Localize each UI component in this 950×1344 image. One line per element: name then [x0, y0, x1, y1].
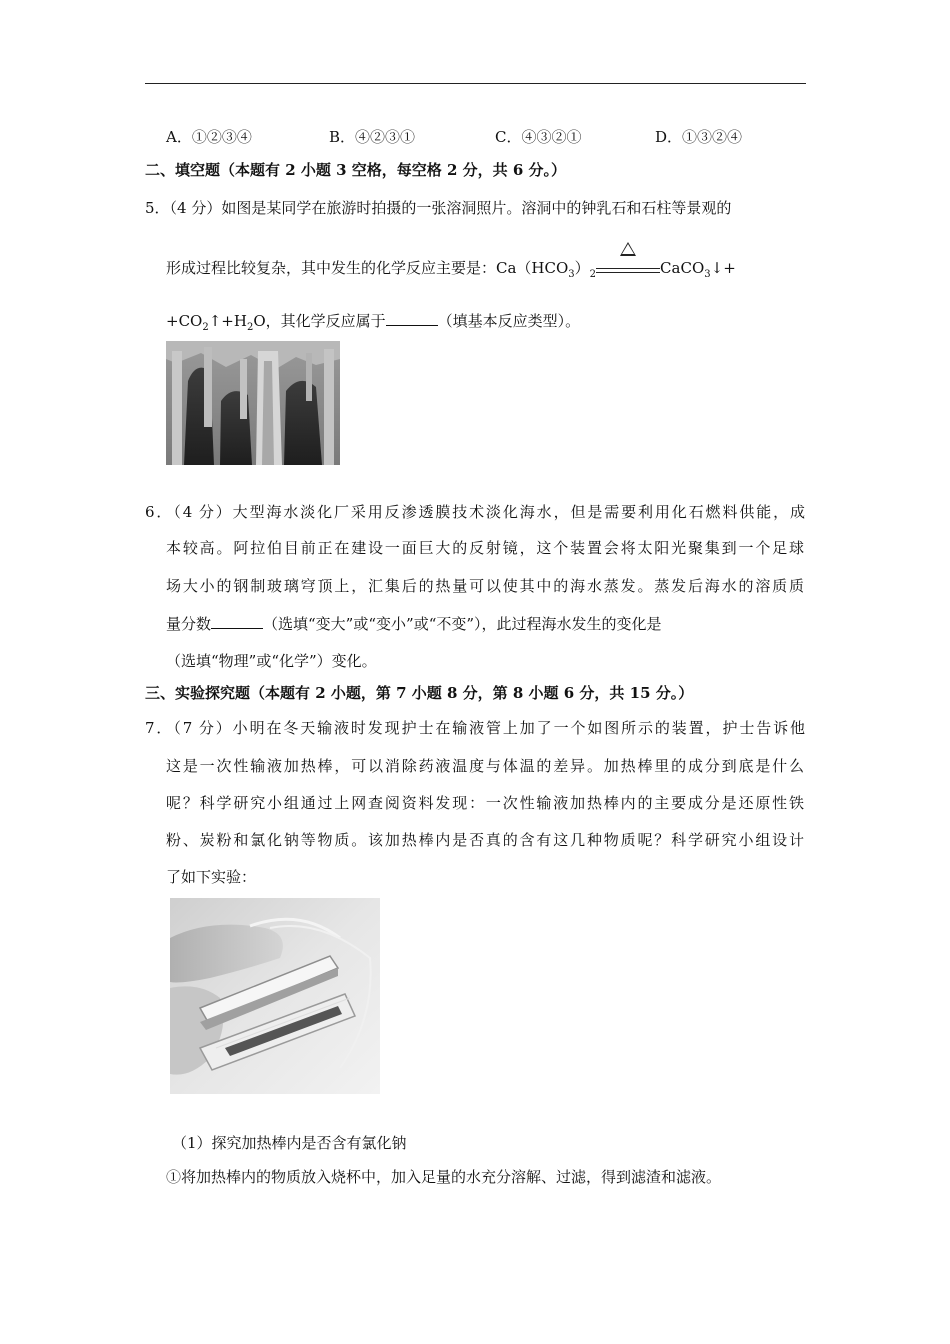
q7-line-1: 7．（7 分）小明在冬天输液时发现护士在输液管上加了一个如图所示的装置，护士告诉他: [145, 719, 805, 737]
q5-question-text: O，其化学反应属于: [253, 312, 386, 330]
cave-photo: [166, 341, 340, 465]
q5-co2-text: +CO: [166, 312, 203, 330]
option-b: B．④②③①: [329, 128, 416, 146]
q5-answer-blank: [386, 310, 438, 326]
q7-line-5: 了如下实验：: [166, 868, 257, 886]
q5-equation-tail: ↓+: [710, 259, 736, 277]
q5-question-end: （填基本反应类型）。: [437, 312, 581, 330]
section-2-heading: 二、填空题（本题有 2 小题 3 空格，每空格 2 分，共 6 分。）: [145, 161, 567, 179]
q6-line-4: [166, 613, 662, 634]
q6-line-3: 场大小的钢制玻璃穹顶上，汇集后的热量可以使其中的海水蒸发。蒸发后海水的溶质质: [166, 577, 804, 595]
q6-line-4-prefix: 量分数: [166, 615, 212, 633]
option-d: D．①③②④: [655, 128, 743, 146]
q6-line-5: （选填“物理”或“化学”）变化。: [166, 652, 377, 670]
option-a: A．①②③④: [166, 128, 252, 146]
q5-close-paren: ）: [574, 259, 590, 277]
heat-triangle-icon: [620, 242, 636, 256]
q6-line-4-suffix: （选填“变大”或“变小”或“不变”），此过程海水发生的变化是: [263, 615, 662, 633]
heating-rod-photo: [170, 898, 380, 1094]
q5-line-1: 5．（4 分）如图是某同学在旅游时拍摄的一张溶洞照片。溶洞中的钟乳石和石柱等景观的: [145, 199, 732, 217]
q5-h2o-subscript: 2: [246, 322, 254, 333]
q7-line-2: 这是一次性输液加热棒，可以消除药液温度与体温的差异。加热棒里的成分到底是什么: [166, 757, 804, 775]
q5-line-3: [166, 310, 580, 338]
option-c: C．④③②①: [495, 128, 582, 146]
q6-answer-blank: [211, 613, 263, 629]
q7-line-4: 粉、炭粉和氯化钠等物质。该加热棒内是否真的含有这几种物质呢？科学研究小组设计: [166, 831, 804, 849]
q5-co2-subscript: 2: [202, 322, 209, 333]
heat-equals-sign: [596, 259, 660, 279]
page-top-rule: [145, 83, 806, 84]
q6-line-2: 本较高。阿拉伯目前正在建设一面巨大的反射镜，这个装置会将太阳光聚集到一个足球: [166, 539, 804, 557]
q5-hco3-subscript: 3: [568, 269, 575, 280]
q5-caco3-subscript: 3: [704, 269, 711, 280]
q5-equation-line: [166, 258, 736, 285]
q5-equation-reactant: 形成过程比较复杂，其中发生的化学反应主要是：Ca（HCO: [166, 259, 569, 277]
q5-h2o-text: ↑+H: [208, 312, 247, 330]
section-3-heading: 三、实验探究题（本题有 2 小题，第 7 小题 8 分，第 8 小题 6 分，共 15 分。）: [145, 684, 694, 702]
q7-subquestion-1: （1）探究加热棒内是否含有氯化钠: [172, 1134, 407, 1152]
q5-equation-product: CaCO: [660, 259, 705, 277]
q5-reactant-subscript: 2: [589, 269, 597, 280]
q6-line-1: 6．（4 分）大型海水淡化厂采用反渗透膜技术淡化海水，但是需要利用化石燃料供能，成: [145, 503, 805, 521]
q7-line-3: 呢？科学研究小组通过上网查阅资料发现：一次性输液加热棒内的主要成分是还原性铁: [166, 794, 804, 812]
q7-step-1: ①将加热棒内的物质放入烧杯中，加入足量的水充分溶解、过滤，得到滤渣和滤液。: [166, 1168, 722, 1186]
